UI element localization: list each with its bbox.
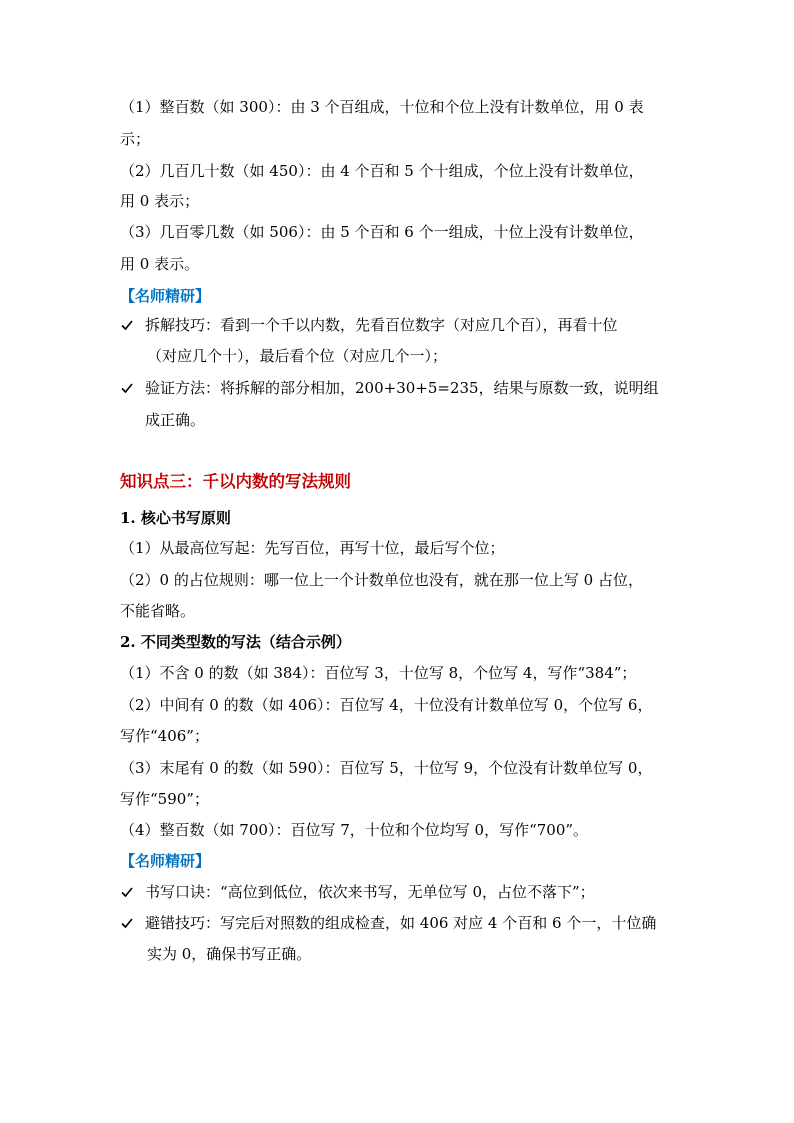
paragraph-line: 用 0 表示； xyxy=(120,192,200,210)
paragraph-line: （4）整百数（如 700）：百位写 7，十位和个位均写 0，写作“700”。 xyxy=(120,821,589,839)
tip-line: 书写口诀：“高位到低位，依次来书写，无单位写 0，占位不落下”； xyxy=(145,883,595,901)
tip-line: 验证方法：将拆解的部分相加，200+30+5=235，结果与原数一致，说明组 xyxy=(145,379,659,397)
paragraph-line: （1）不含 0 的数（如 384）：百位写 3，十位写 8，个位写 4，写作“384”； xyxy=(120,664,637,682)
tip-line: 成正确。 xyxy=(145,411,206,429)
expert-tip-label: 【名师精研】 xyxy=(120,852,211,870)
subheading: 2. 不同类型数的写法（结合示例） xyxy=(120,633,351,651)
paragraph-line: （1）整百数（如 300）：由 3 个百组成，十位和个位上没有计数单位，用 0 表 xyxy=(120,98,644,116)
paragraph-line: （2）0 的占位规则：哪一位上一个计数单位也没有，就在那一位上写 0 占位， xyxy=(120,571,643,589)
paragraph-line: 用 0 表示。 xyxy=(120,255,200,273)
paragraph-line: 写作“590”； xyxy=(120,790,209,808)
tip-line: （对应几个十），最后看个位（对应几个一）； xyxy=(147,347,448,365)
paragraph-line: （1）从最高位写起：先写百位，再写十位，最后写个位； xyxy=(120,539,505,557)
paragraph-line: （3）末尾有 0 的数（如 590）：百位写 5，十位写 9，个位没有计数单位写 0， xyxy=(120,759,653,777)
paragraph-line: （2）几百几十数（如 450）：由 4 个百和 5 个十组成，个位上没有计数单位， xyxy=(120,162,644,180)
paragraph-line: 不能省略。 xyxy=(120,602,196,620)
tip-line: 避错技巧：写完后对照数的组成检查，如 406 对应 4 个百和 6 个一，十位确 xyxy=(145,914,657,932)
section-heading: 知识点三：千以内数的写法规则 xyxy=(120,472,351,491)
check-icon xyxy=(120,318,134,332)
tip-line: 实为 0，确保书写正确。 xyxy=(147,945,312,963)
tip-line: 拆解技巧：看到一个千以内数，先看百位数字（对应几个百），再看十位 xyxy=(145,316,618,334)
check-icon xyxy=(120,381,134,395)
paragraph-line: 示； xyxy=(120,130,151,148)
check-icon xyxy=(120,885,134,899)
paragraph-line: （3）几百零几数（如 506）：由 5 个百和 6 个一组成，十位上没有计数单位， xyxy=(120,223,644,241)
paragraph-line: 写作“406”； xyxy=(120,727,209,745)
check-icon xyxy=(120,916,134,930)
paragraph-line: （2）中间有 0 的数（如 406）：百位写 4，十位没有计数单位写 0，个位写 6， xyxy=(120,696,653,714)
subheading: 1. 核心书写原则 xyxy=(120,509,231,527)
expert-tip-label: 【名师精研】 xyxy=(120,287,211,305)
